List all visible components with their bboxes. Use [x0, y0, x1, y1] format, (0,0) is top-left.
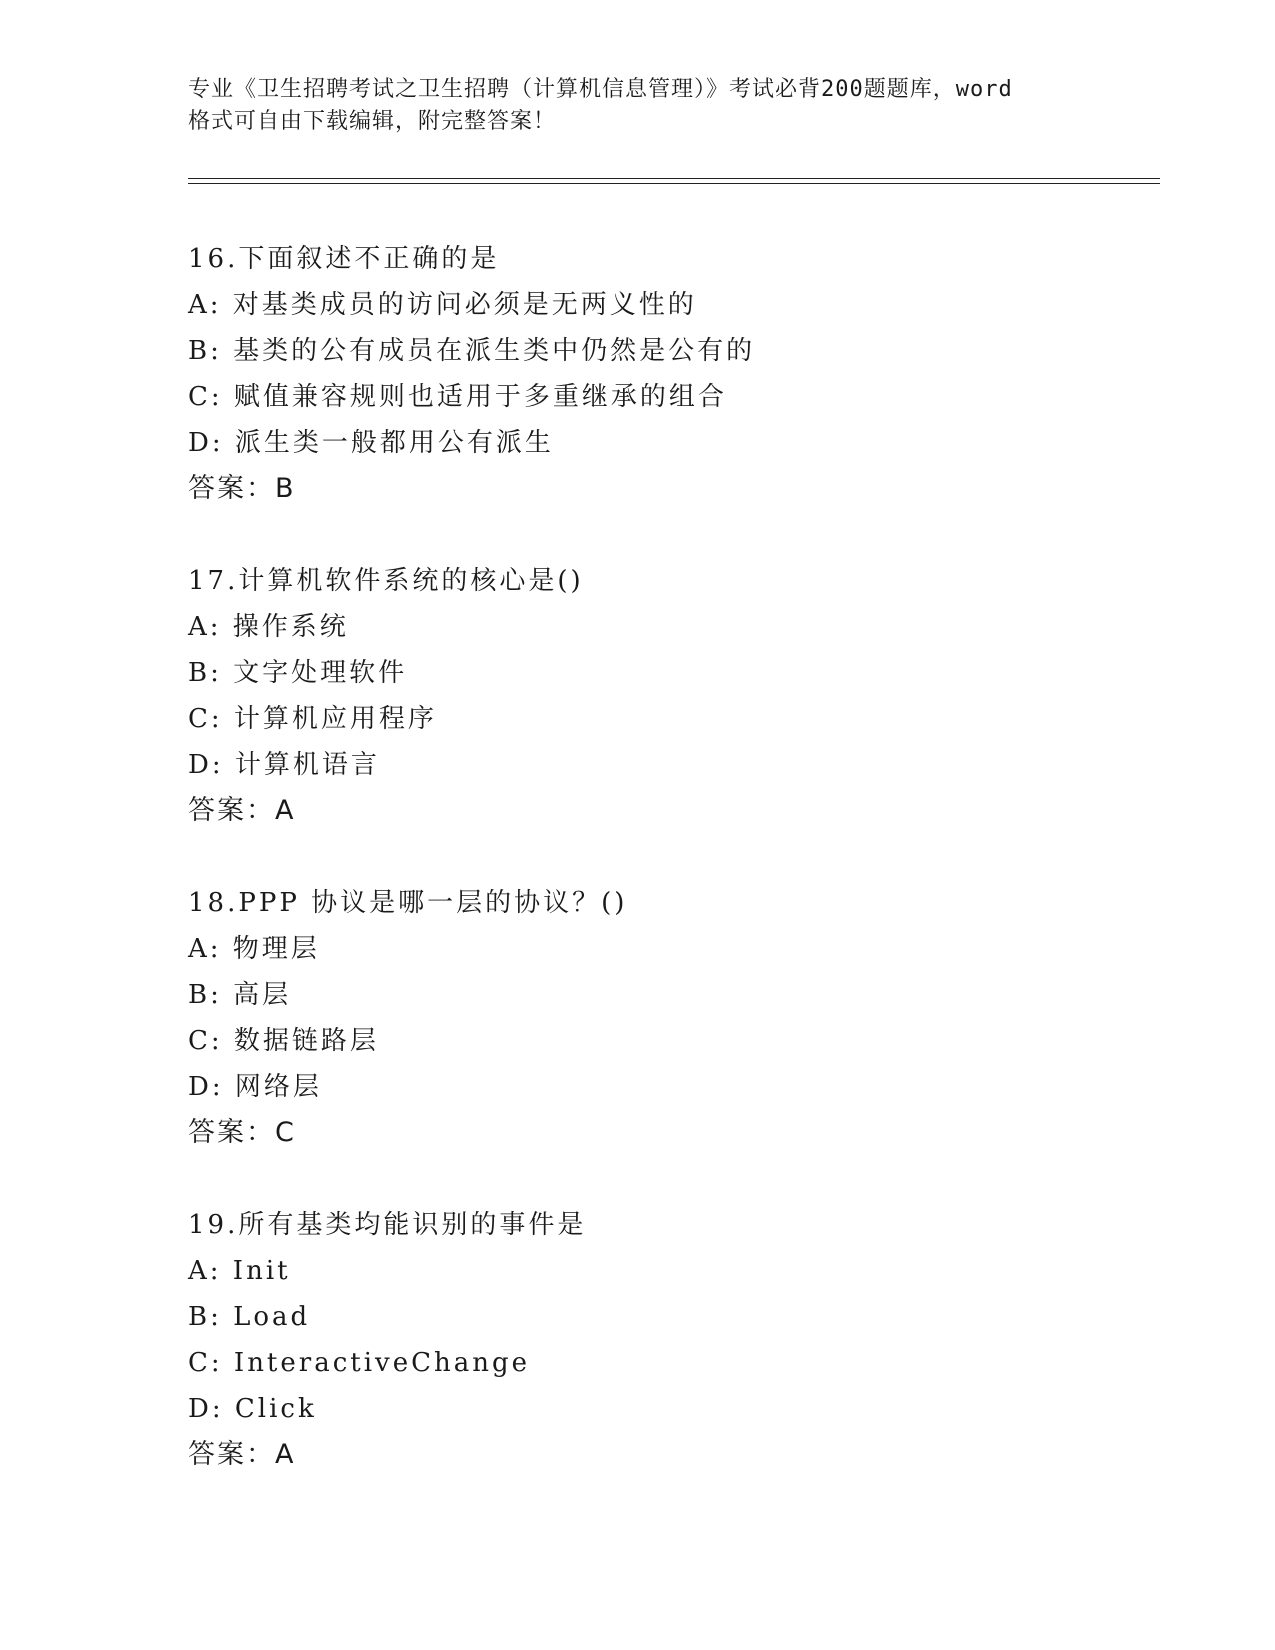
option-b: B: Load	[188, 1302, 311, 1332]
option-b: B: 基类的公有成员在派生类中仍然是公有的	[188, 336, 756, 366]
option-b: B: 高层	[188, 980, 292, 1010]
option-c: C: InteractiveChange	[188, 1348, 531, 1378]
option-a: A: 对基类成员的访问必须是无两义性的	[188, 290, 697, 320]
answer-line: 答案：A	[188, 795, 296, 826]
question-19	[188, 1202, 1188, 1478]
option-d: D: 派生类一般都用公有派生	[188, 428, 554, 458]
question-stem: 17.计算机软件系统的核心是()	[188, 566, 584, 596]
option-a: A: Init	[188, 1256, 291, 1286]
header-divider-bottom	[188, 183, 1160, 184]
option-a: A: 物理层	[188, 934, 320, 964]
question-stem: 19.所有基类均能识别的事件是	[188, 1210, 587, 1240]
question-list	[188, 236, 1188, 1524]
option-d: D: 网络层	[188, 1072, 322, 1102]
question-stem: 18.PPP 协议是哪一层的协议？()	[188, 888, 628, 918]
option-d: D: Click	[188, 1394, 317, 1424]
answer-line: 答案：A	[188, 1439, 296, 1470]
header-title-line-2: 格式可自由下载编辑，附完整答案！	[188, 109, 557, 134]
question-stem: 16.下面叙述不正确的是	[188, 244, 500, 274]
option-c: C: 计算机应用程序	[188, 704, 437, 734]
answer-line: 答案：B	[188, 473, 296, 504]
document-header	[188, 74, 1108, 138]
question-18	[188, 880, 1188, 1156]
header-divider-top	[188, 178, 1160, 179]
header-title-line-1: 专业《卫生招聘考试之卫生招聘（计算机信息管理）》考试必背200题题库，word	[188, 77, 1013, 102]
option-a: A: 操作系统	[188, 612, 349, 642]
answer-line: 答案：C	[188, 1117, 296, 1148]
question-16	[188, 236, 1188, 512]
question-17	[188, 558, 1188, 834]
option-d: D: 计算机语言	[188, 750, 380, 780]
option-c: C: 赋值兼容规则也适用于多重继承的组合	[188, 382, 727, 412]
option-b: B: 文字处理软件	[188, 658, 408, 688]
option-c: C: 数据链路层	[188, 1026, 379, 1056]
